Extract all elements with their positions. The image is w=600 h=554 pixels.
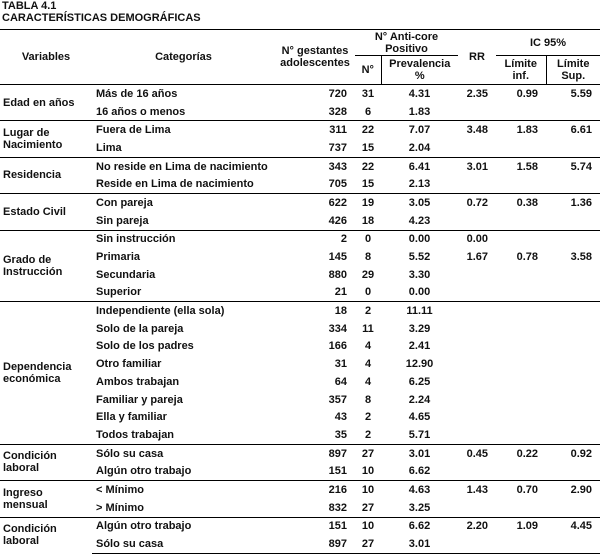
anticore-count-cell: 10 (361, 465, 375, 478)
rr-cell (458, 320, 496, 338)
rr-cell (458, 408, 496, 426)
category-cell: Con pareja (92, 194, 275, 212)
anticore-count-cell: 18 (361, 214, 375, 227)
gestantes-cell: 897 (275, 444, 355, 462)
category-cell: Ambos trabajan (96, 375, 180, 388)
category-cell: Algún otro trabajo (92, 517, 275, 535)
prevalencia-cell: 6.41 (381, 157, 458, 175)
rr-cell: 1.67 (466, 251, 488, 264)
prevalencia-cell: 3.01 (381, 444, 458, 462)
rr-cell (458, 175, 496, 193)
limite-inf-cell (496, 426, 546, 444)
gestantes-cell: 311 (275, 121, 355, 139)
category-cell: Primaria (96, 251, 141, 264)
limite-sup-cell (546, 320, 600, 338)
anticore-count-cell: 10 (355, 481, 381, 499)
anticore-count-cell: 27 (361, 501, 375, 514)
table-row (0, 121, 600, 139)
prevalencia-cell: 4.23 (408, 214, 431, 227)
variable-cell: Dependencia económica (0, 302, 92, 445)
limite-inf-cell (496, 355, 546, 373)
rr-cell: 2.20 (458, 517, 496, 535)
variable-cell: Condición laboral (0, 444, 92, 480)
prevalencia-cell: 3.05 (381, 194, 458, 212)
rr-cell (458, 391, 496, 409)
limite-sup-cell (546, 175, 600, 193)
anticore-count-cell: 6 (364, 105, 372, 118)
category-cell: Secundaria (96, 268, 156, 281)
category-cell: Otro familiar (96, 358, 162, 371)
header-limite-sup: Límite Sup. (546, 56, 600, 85)
table-row (0, 194, 600, 212)
prevalencia-cell: 3.30 (408, 268, 431, 281)
variable-cell: Estado Civil (0, 194, 92, 230)
category-cell: Independiente (ella sola) (92, 302, 275, 320)
category-cell: 16 años o menos (96, 105, 186, 118)
rr-cell (458, 535, 496, 553)
header-gestantes: N° gestantes adolescentes (275, 30, 355, 85)
limite-sup-cell: 0.92 (546, 444, 600, 462)
prevalencia-cell: 11.11 (381, 302, 458, 320)
limite-inf-cell (496, 408, 546, 426)
limite-sup-cell (546, 338, 600, 356)
limite-inf-cell: 0.78 (516, 251, 538, 264)
limite-inf-cell: 1.58 (496, 157, 546, 175)
rr-cell (458, 212, 496, 230)
header-rr: RR (458, 30, 496, 85)
limite-inf-cell (496, 139, 546, 157)
rr-cell: 0.00 (458, 230, 496, 248)
limite-inf-cell: 0.22 (496, 444, 546, 462)
category-cell: Sin pareja (96, 214, 149, 227)
prevalencia-cell: 2.41 (408, 340, 431, 353)
category-cell: Solo de la pareja (96, 322, 184, 335)
anticore-count-cell: 22 (355, 157, 381, 175)
gestantes-cell: 357 (328, 393, 347, 406)
limite-sup-cell: 2.90 (546, 481, 600, 499)
limite-sup-cell: 5.74 (546, 157, 600, 175)
category-cell: Más de 16 años (92, 85, 275, 103)
header-prevalencia: Prevalencia % (381, 56, 458, 85)
limite-sup-cell: 3.58 (570, 251, 593, 264)
table-body (0, 85, 600, 554)
demographics-table (0, 29, 600, 554)
anticore-count-cell: 8 (364, 393, 372, 406)
limite-inf-cell (496, 320, 546, 338)
anticore-count-cell: 0 (364, 286, 372, 299)
rr-cell: 3.01 (458, 157, 496, 175)
rr-cell (458, 426, 496, 444)
prevalencia-cell: 3.29 (408, 322, 431, 335)
anticore-count-cell: 2 (364, 411, 372, 424)
prevalencia-cell: 4.63 (381, 481, 458, 499)
gestantes-cell: 720 (275, 85, 355, 103)
anticore-count-cell: 27 (355, 535, 381, 553)
table-row (0, 85, 600, 103)
variable-cell: Condición laboral (0, 517, 92, 553)
gestantes-cell: 145 (328, 251, 347, 264)
rr-cell (458, 139, 496, 157)
prevalencia-cell: 4.31 (381, 85, 458, 103)
limite-sup-cell (546, 302, 600, 320)
limite-inf-cell (496, 175, 546, 193)
gestantes-cell: 35 (334, 428, 347, 441)
prevalencia-cell: 5.52 (408, 251, 431, 264)
table-header (0, 30, 600, 85)
limite-inf-cell (496, 338, 546, 356)
gestantes-cell: 2 (275, 230, 355, 248)
rr-cell: 3.48 (458, 121, 496, 139)
limite-sup-cell (546, 462, 600, 480)
limite-sup-cell (546, 426, 600, 444)
variable-cell: Grado de Instrucción (0, 230, 92, 302)
anticore-count-cell: 27 (355, 444, 381, 462)
limite-sup-cell (546, 408, 600, 426)
category-cell: Sin instrucción (92, 230, 275, 248)
limite-inf-cell (496, 212, 546, 230)
limite-inf-cell (496, 266, 546, 284)
gestantes-cell: 334 (328, 322, 347, 335)
limite-sup-cell (546, 355, 600, 373)
category-cell: No reside en Lima de nacimiento (92, 157, 275, 175)
limite-inf-cell: 0.99 (496, 85, 546, 103)
header-n: N° (355, 56, 381, 85)
prevalencia-cell: 2.24 (408, 393, 431, 406)
category-cell: Lima (96, 141, 122, 154)
limite-sup-cell (546, 499, 600, 517)
limite-inf-cell (496, 230, 546, 248)
category-cell: Superior (96, 286, 142, 299)
limite-inf-cell (496, 284, 546, 302)
table-row (0, 444, 600, 462)
gestantes-cell: 426 (328, 214, 347, 227)
table-row (0, 517, 600, 535)
prevalencia-cell: 6.25 (408, 375, 431, 388)
gestantes-cell: 328 (328, 105, 347, 118)
prevalencia-cell: 1.83 (408, 105, 431, 118)
category-cell: > Mínimo (96, 501, 144, 514)
rr-cell (458, 103, 496, 121)
prevalencia-cell: 0.00 (381, 230, 458, 248)
rr-cell: 1.43 (458, 481, 496, 499)
variable-cell: Ingreso mensual (0, 481, 92, 517)
rr-cell (458, 266, 496, 284)
gestantes-cell: 832 (328, 501, 347, 514)
category-cell: Algún otro trabajo (96, 465, 192, 478)
prevalencia-cell: 2.13 (408, 178, 431, 191)
variable-cell: Edad en años (0, 85, 92, 121)
category-cell: < Mínimo (92, 481, 275, 499)
anticore-count-cell: 4 (364, 340, 372, 353)
gestantes-cell: 166 (328, 340, 347, 353)
rr-cell (458, 338, 496, 356)
variable-cell: Residencia (0, 157, 92, 193)
limite-inf-cell: 0.70 (496, 481, 546, 499)
prevalencia-cell: 7.07 (381, 121, 458, 139)
category-cell: Todos trabajan (96, 428, 175, 441)
category-cell: Reside en Lima de nacimiento (96, 178, 254, 191)
anticore-count-cell: 4 (364, 375, 372, 388)
rr-cell: 2.35 (458, 85, 496, 103)
rr-cell (458, 462, 496, 480)
gestantes-cell: 737 (328, 141, 347, 154)
limite-sup-cell (546, 103, 600, 121)
prevalencia-cell: 4.65 (408, 411, 431, 424)
category-cell: Solo de los padres (96, 340, 194, 353)
anticore-count-cell: 22 (355, 121, 381, 139)
prevalencia-cell: 2.04 (408, 141, 431, 154)
limite-sup-cell: 6.61 (546, 121, 600, 139)
gestantes-cell: 216 (275, 481, 355, 499)
limite-inf-cell (496, 499, 546, 517)
table-row (0, 157, 600, 175)
rr-cell (458, 499, 496, 517)
anticore-count-cell: 10 (355, 517, 381, 535)
limite-inf-cell: 1.83 (496, 121, 546, 139)
limite-sup-cell (546, 284, 600, 302)
limite-sup-cell: 4.45 (546, 517, 600, 535)
category-cell: Sólo su casa (92, 444, 275, 462)
limite-inf-cell (496, 535, 546, 553)
limite-sup-cell (546, 373, 600, 391)
limite-inf-cell (496, 103, 546, 121)
anticore-count-cell: 15 (361, 141, 375, 154)
gestantes-cell: 705 (328, 178, 347, 191)
anticore-count-cell: 2 (355, 302, 381, 320)
rr-cell (458, 355, 496, 373)
gestantes-cell: 21 (334, 286, 347, 299)
gestantes-cell: 18 (275, 302, 355, 320)
limite-sup-cell (546, 139, 600, 157)
anticore-count-cell: 11 (362, 322, 374, 335)
rr-cell: 0.45 (458, 444, 496, 462)
limite-sup-cell: 5.59 (546, 85, 600, 103)
table-row (0, 302, 600, 320)
gestantes-cell: 343 (275, 157, 355, 175)
table-number: TABLA 4.1 (2, 0, 57, 12)
table-row (0, 481, 600, 499)
gestantes-cell: 151 (328, 465, 347, 478)
category-cell: Fuera de Lima (92, 121, 275, 139)
prevalencia-cell: 3.01 (381, 535, 458, 553)
prevalencia-cell: 3.25 (408, 501, 431, 514)
category-cell: Familiar y pareja (96, 393, 183, 406)
header-anticore: N° Anti-core Positivo (355, 30, 458, 56)
category-cell: Sólo su casa (92, 535, 275, 553)
anticore-count-cell: 29 (361, 268, 375, 281)
table-caption (2, 0, 201, 24)
header-ic: IC 95% (496, 30, 600, 56)
prevalencia-cell: 6.62 (408, 465, 431, 478)
gestantes-cell: 897 (275, 535, 355, 553)
limite-sup-cell: 1.36 (546, 194, 600, 212)
header-limite-inf: Límite inf. (496, 56, 546, 85)
rr-cell (458, 284, 496, 302)
rr-cell (458, 302, 496, 320)
prevalencia-cell: 5.71 (408, 428, 431, 441)
rr-cell: 0.72 (458, 194, 496, 212)
gestantes-cell: 622 (275, 194, 355, 212)
header-variables: Variables (0, 30, 92, 85)
limite-inf-cell (496, 302, 546, 320)
gestantes-cell: 64 (334, 375, 347, 388)
limite-sup-cell (546, 212, 600, 230)
limite-inf-cell (496, 373, 546, 391)
limite-sup-cell (546, 535, 600, 553)
gestantes-cell: 151 (275, 517, 355, 535)
limite-sup-cell (546, 266, 600, 284)
prevalencia-cell: 12.90 (405, 358, 434, 371)
table-title: CARACTERÍSTICAS DEMOGRÁFICAS (2, 12, 201, 24)
limite-inf-cell: 1.09 (496, 517, 546, 535)
limite-sup-cell (546, 391, 600, 409)
gestantes-cell: 43 (334, 411, 347, 424)
anticore-count-cell: 31 (355, 85, 381, 103)
prevalencia-cell: 0.00 (408, 286, 431, 299)
prevalencia-cell: 6.62 (381, 517, 458, 535)
gestantes-cell: 880 (328, 268, 347, 281)
header-categorias: Categorías (92, 30, 275, 85)
rr-cell (458, 373, 496, 391)
gestantes-cell: 31 (334, 358, 347, 371)
anticore-count-cell: 8 (364, 251, 372, 264)
anticore-count-cell: 19 (355, 194, 381, 212)
category-cell: Ella y familiar (96, 411, 167, 424)
limite-inf-cell: 0.38 (496, 194, 546, 212)
table-row (0, 230, 600, 248)
anticore-count-cell: 15 (361, 178, 375, 191)
limite-inf-cell (496, 462, 546, 480)
limite-sup-cell (546, 230, 600, 248)
anticore-count-cell: 4 (364, 358, 372, 371)
variable-cell: Lugar de Nacimiento (0, 121, 92, 157)
anticore-count-cell: 2 (364, 428, 372, 441)
limite-inf-cell (496, 391, 546, 409)
anticore-count-cell: 0 (355, 230, 381, 248)
